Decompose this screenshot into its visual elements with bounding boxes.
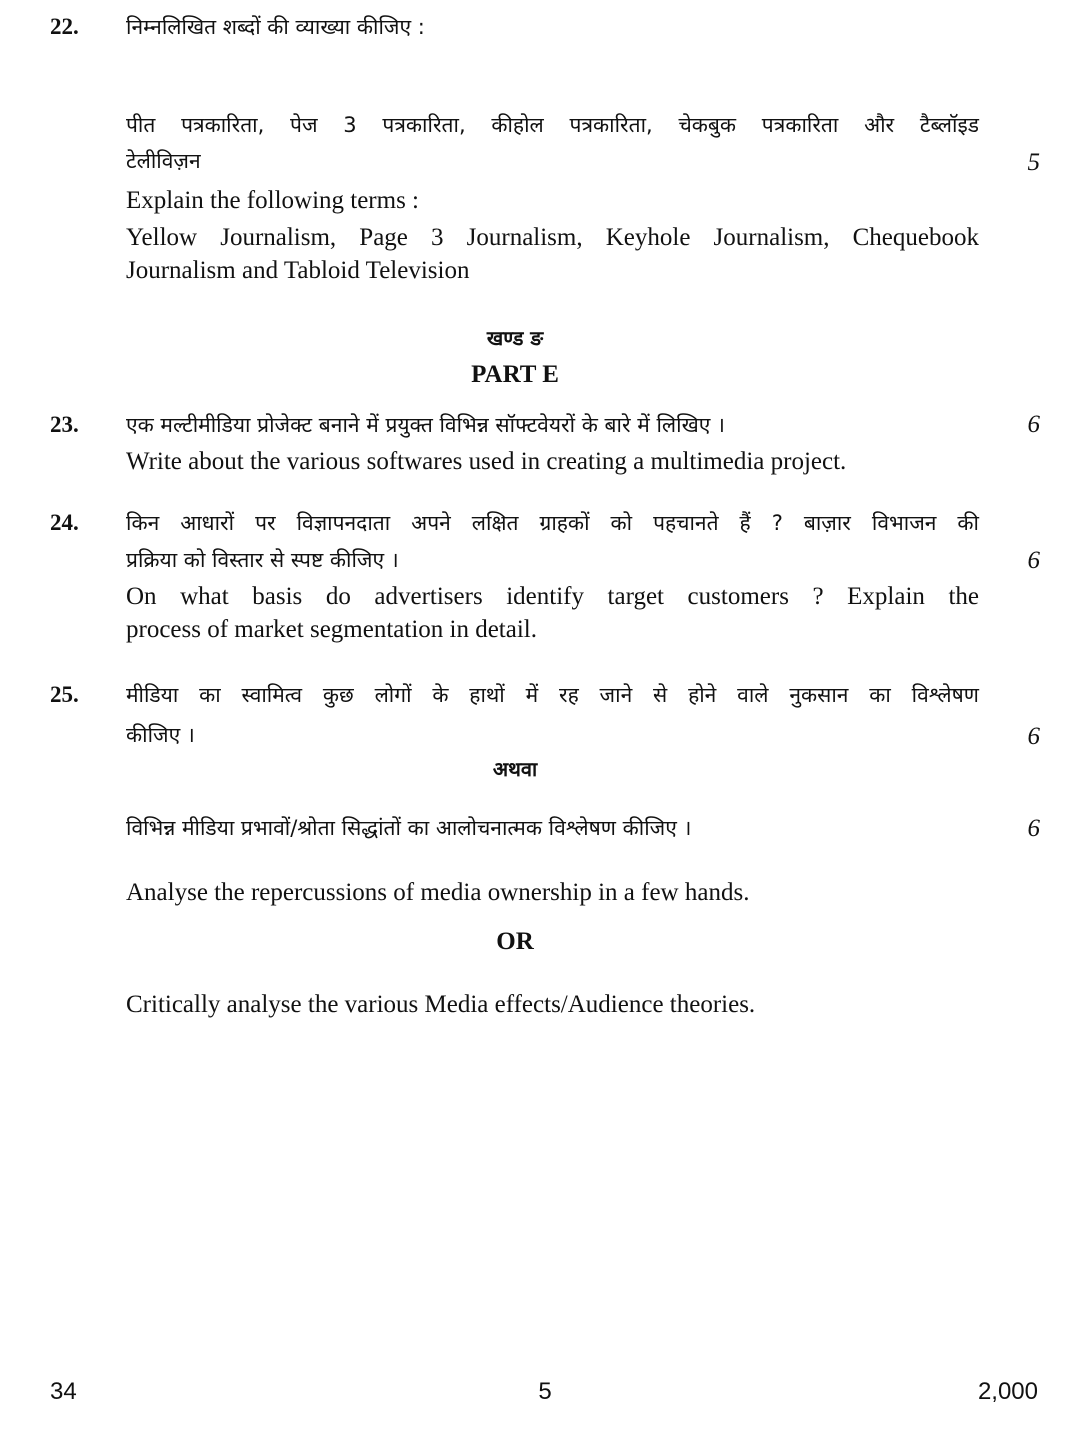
question-25-alternative-english: Critically analyse the various Media effects/Audience theories. — [126, 991, 756, 1018]
question-22-hindi-terms-line2: टेलीविज़न — [126, 149, 201, 173]
or-divider-english: OR — [496, 928, 534, 955]
section-title-hindi: खण्ड ङ — [486, 326, 544, 350]
footer-copies-count: 2,000 — [977, 1378, 1038, 1405]
question-25-alternative-marks: 6 — [1027, 815, 1040, 842]
question-22-english-prompt: Explain the following terms : — [126, 187, 420, 214]
question-23-english: Write about the various softwares used in creating a multimedia project. — [126, 448, 847, 475]
question-number-24: 24. — [50, 510, 79, 535]
footer-page-number: 5 — [538, 1378, 552, 1405]
question-23-marks: 6 — [1027, 411, 1040, 438]
question-number-22: 22. — [50, 14, 79, 39]
question-24-english-line1: On what basis do advertisers identify target customers ? Explain the — [126, 583, 979, 610]
question-25-marks: 6 — [1027, 723, 1040, 750]
question-23-hindi: एक मल्टीमीडिया प्रोजेक्ट बनाने में प्रयुक्त विभिन्न सॉफ्टवेयरों के बारे में लिखिए । — [126, 413, 725, 437]
question-24-marks: 6 — [1027, 547, 1040, 574]
question-22-marks: 5 — [1027, 149, 1040, 176]
question-25-hindi-line2: कीजिए । — [126, 723, 195, 747]
question-number-23: 23. — [50, 412, 79, 437]
question-22-english-terms-line1: Yellow Journalism, Page 3 Journalism, Keyhole Journalism, Chequebook — [126, 224, 979, 251]
question-25-hindi-line1: मीडिया का स्वामित्व कुछ लोगों के हाथों में रह जाने से होने वाले नुकसान का विश्लेषण — [126, 683, 979, 707]
question-22-english-terms-line2: Journalism and Tabloid Television — [126, 257, 470, 284]
question-24-english-line2: process of market segmentation in detail. — [126, 616, 537, 643]
question-22-hindi-prompt: निम्नलिखित शब्दों की व्याख्या कीजिए : — [126, 15, 425, 39]
question-22-hindi-terms-line1: पीत पत्रकारिता, पेज 3 पत्रकारिता, कीहोल पत्रकारिता, चेकबुक पत्रकारिता और टैब्लॉइड — [126, 113, 979, 137]
or-divider-hindi: अथवा — [492, 757, 538, 781]
question-25-english: Analyse the repercussions of media ownership in a few hands. — [126, 879, 750, 906]
question-number-25: 25. — [50, 682, 79, 707]
question-24-hindi-line1: किन आधारों पर विज्ञापनदाता अपने लक्षित ग्राहकों को पहचानते हैं ? बाज़ार विभाजन की — [126, 511, 979, 535]
footer-paper-code: 34 — [50, 1378, 77, 1405]
section-title-english: PART E — [471, 361, 559, 388]
question-25-alternative-hindi: विभिन्न मीडिया प्रभावों/श्रोता सिद्धांतों का आलोचनात्मक विश्लेषण कीजिए । — [126, 816, 692, 840]
question-24-hindi-line2: प्रक्रिया को विस्तार से स्पष्ट कीजिए । — [126, 548, 399, 572]
